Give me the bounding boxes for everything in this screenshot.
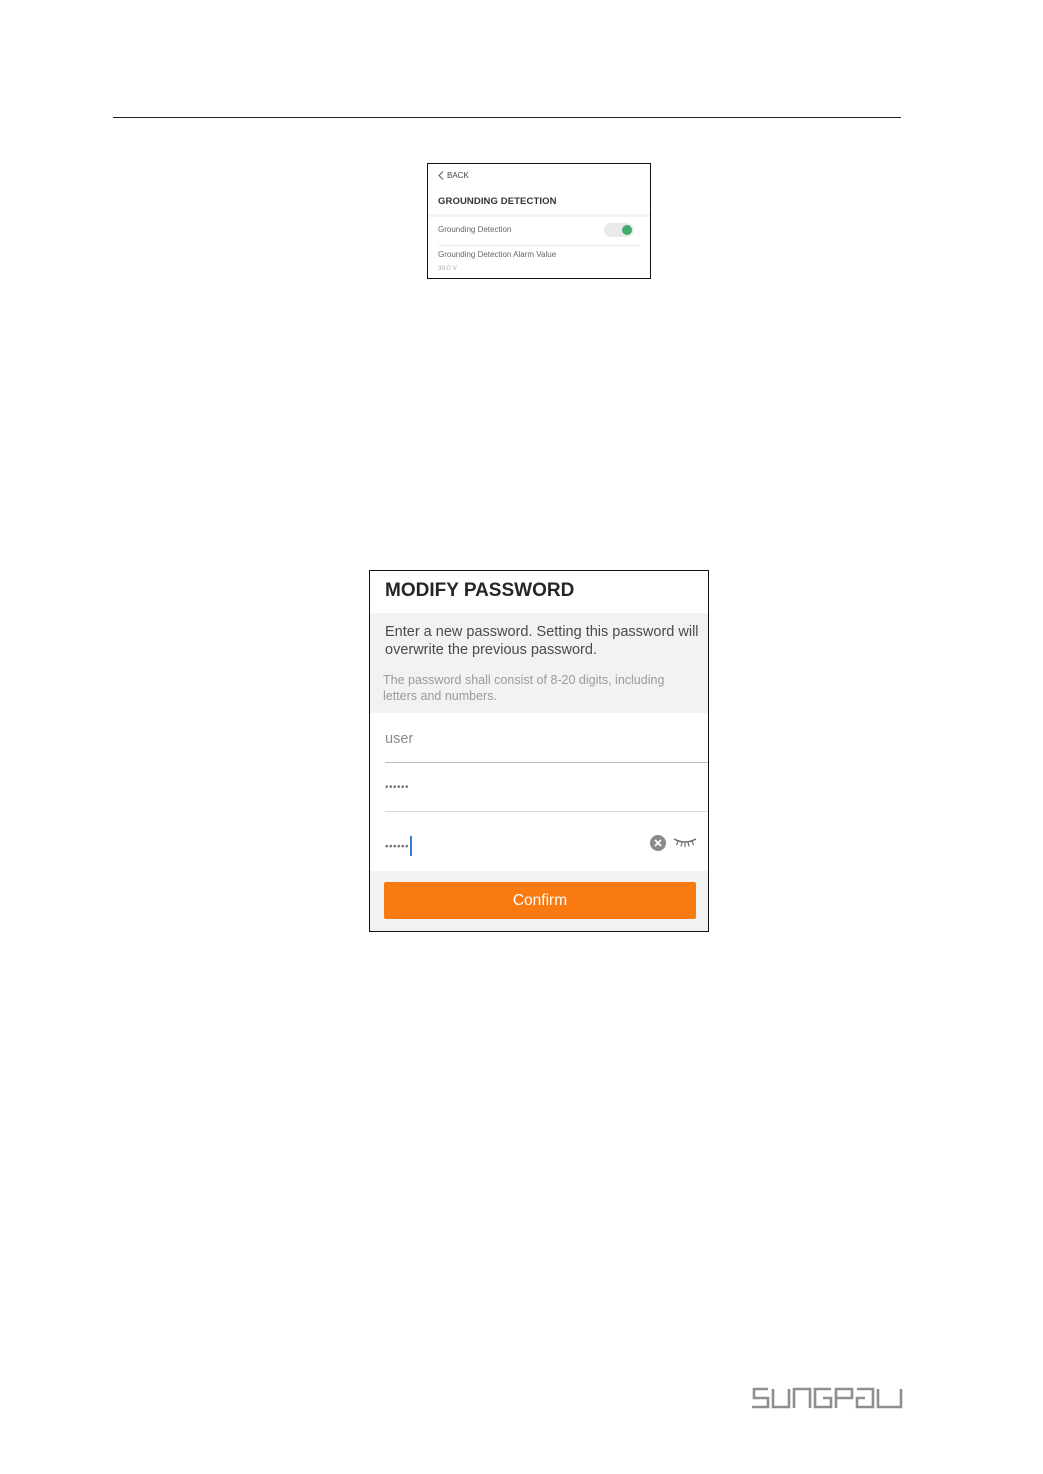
confirm-password-field[interactable] [385,812,708,870]
description-text: Enter a new password. Setting this password will overwrite the previous password. [385,624,699,658]
sungrow-logo [751,1386,903,1410]
password-hint: The password shall consist of 8-20 digits, including letters and numbers. [383,673,665,703]
section-separator [428,214,650,217]
new-password-value: •••••• [385,782,410,793]
toggle-knob [622,225,632,235]
grounding-detection-label: Grounding Detection [438,225,512,234]
back-label: BACK [447,170,469,180]
eye-closed-icon[interactable] [673,836,697,848]
confirm-button[interactable]: Confirm [384,882,696,919]
page-title: GROUNDING DETECTION [438,196,557,207]
page-title: MODIFY PASSWORD [385,580,575,601]
confirm-password-value: •••••• [385,841,410,853]
back-button[interactable] [438,169,469,181]
alarm-value: 30.0 V [438,265,457,272]
alarm-value-setting[interactable]: Grounding Detection Alarm Value [438,250,557,259]
new-password-field[interactable] [385,763,708,812]
clear-icon[interactable] [650,835,666,851]
grounding-detection-screen [427,163,651,279]
username-field[interactable] [385,714,708,763]
grounding-detection-toggle[interactable] [604,223,634,237]
chevron-left-icon [438,171,444,180]
row-divider [438,245,640,246]
username-value: user [385,731,414,747]
confirm-password-wrapper [385,837,412,857]
page-header-rule [113,117,901,118]
text-cursor [410,836,412,856]
modify-password-screen [369,570,709,932]
